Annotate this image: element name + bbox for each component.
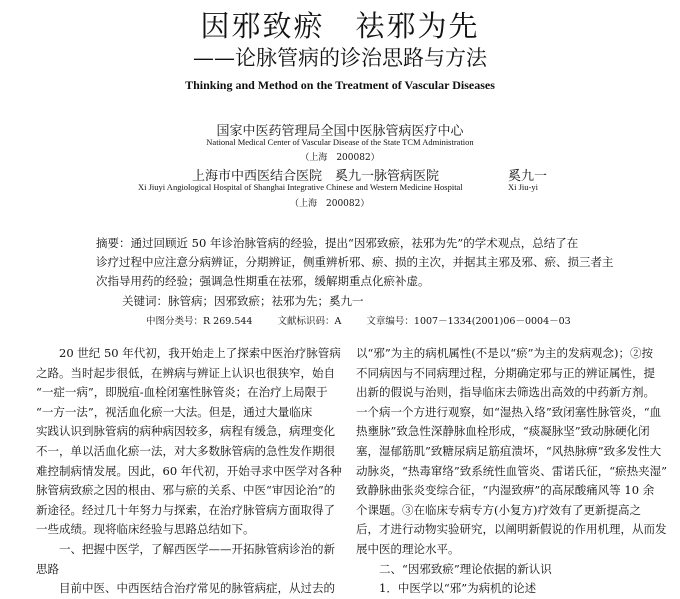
body-line: 出新的假说与治则，指导临床去筛选出高效的中药新方剂。: [356, 385, 655, 400]
abstract-line: 次指导用药的经验；强调急性期重在祛邪，缓解期重点化瘀补虚。: [96, 274, 430, 288]
author-name: 奚九一: [508, 169, 548, 184]
body-line: 新途径。经过几十年努力与探索，在治疗脉管病方面取得了: [36, 502, 335, 517]
subsection-heading: 1．中医学以“邪”为病机的论述: [356, 581, 537, 596]
body-line: 以“邪”为主的病机属性(不是以“瘀”为主的发病观念)；②按: [356, 346, 653, 360]
body-line: 目前中医、中西医结合治疗常见的脉管病症，从过去的: [36, 581, 335, 596]
document-code: 文献标识码：A: [277, 316, 342, 327]
body-line: 一些成绩。现将临床经验与思路总结如下。: [36, 522, 255, 537]
classification-line: [146, 313, 593, 327]
body-line: 不一，单以活血化瘀一法，对大多数脉管病的急性发作期很: [36, 443, 335, 458]
body-line: 个课题。③在临床专病专方(小复方)疗效有了更新提高之: [356, 502, 641, 517]
body-line: 后，才进行动物实验研究，以阐明新假说的作用机理，从而发: [356, 522, 667, 537]
body-line: 一个病一个方进行观察，如“湿热入络”致闭塞性脉管炎，“血: [356, 404, 662, 419]
paper-title: 因邪致瘀 祛邪为先: [200, 9, 480, 43]
section-heading-cont: 思路: [36, 561, 59, 576]
affiliation-2-en: Xi Jiuyi Angiological Hospital of Shanghai Integrative Chinese and Western Medicine Hospital: [138, 182, 463, 192]
body-line: 不同病因与不同病理过程，分期确定邪与正的辨证属性，提: [356, 365, 655, 380]
body-line: 之路。当时起步很低，在辨病与辨证上认识也很狭窄，始自: [36, 365, 335, 380]
body-line: 塞，湿郁筋肌”致糖尿病足筋疽溃坏，“风热脉痹”致多发性大: [356, 443, 662, 458]
body-line: “一症一病”，即脱疽-血栓闭塞性脉管炎；在治疗上局限于: [36, 385, 328, 400]
section-heading: 一、把握中医学，了解西医学——开拓脉管病诊治的新: [36, 541, 335, 556]
article-number: 文章编号：1007－1334(2001)06－0004－03: [366, 316, 571, 327]
body-line: 动脉炎，“热毒窜络”致系统性血管炎、雷诺氏征，“瘀热夹湿”: [356, 463, 668, 478]
body-line: 热壅脉”致急性深静脉血栓形成，“痰凝脉坚”致动脉硬化闭: [356, 424, 650, 439]
affiliation-1-city: （上海 200082）: [300, 153, 380, 163]
abstract: [96, 234, 614, 291]
keywords: 关键词：脉管病；因邪致瘀；祛邪为先；奚九一: [122, 294, 364, 308]
body-line: “一方一法”，视活血化瘀一大法。但是，通过大量临床: [36, 404, 313, 419]
left-column: [36, 344, 342, 599]
body-line: 致静脉曲张炎变综合征，“内湿致痹”的高尿酸痛风等 10 余: [356, 483, 655, 498]
affiliation-2-city: （上海 200082）: [290, 199, 370, 209]
body-line: 20 世纪 50 年代初，我开始走上了探索中医治疗脉管病: [36, 346, 341, 360]
affiliation-2-cn: 上海市中西医结合医院 奚九一脉管病医院: [192, 169, 440, 184]
section-heading: 二、“因邪致瘀”理论依据的新认识: [356, 561, 552, 576]
clc-number: 中图分类号：R 269.544: [146, 316, 253, 327]
paper-subtitle: ——论脉管病的诊治思路与方法: [193, 46, 487, 70]
right-column: [356, 344, 668, 599]
affiliation-1-en: National Medical Center of Vascular Disease of the State TCM Administration: [206, 137, 474, 147]
body-line: 实践认识到脉管病的病种病因较多，病程有缓急，病理变化: [36, 424, 335, 439]
abstract-line: 诊疗过程中应注意分病辨证，分期辨证，侧重辨析邪、瘀、损的主次，并据其主邪及邪、瘀、损三者主: [96, 255, 614, 269]
author-name-en: Xi Jiu-yi: [508, 182, 538, 192]
abstract-line: 摘要：通过回顾近 50 年诊治脉管病的经验，提出“因邪致瘀，祛邪为先”的学术观点，总结了在: [96, 236, 579, 250]
body-line: 脉管病致瘀之因的根由、邪与瘀的关系、中医“审因论治”的: [36, 483, 336, 498]
body-line: 难控制病情发展。因此，60 年代初，开始寻求中医学对各种: [36, 463, 342, 478]
body-line: 展中医的理论水平。: [356, 541, 460, 556]
affiliation-1-cn: 国家中医药管理局全国中医脉管病医疗中心: [216, 124, 464, 139]
english-title: Thinking and Method on the Treatment of Vascular Diseases: [185, 78, 495, 92]
